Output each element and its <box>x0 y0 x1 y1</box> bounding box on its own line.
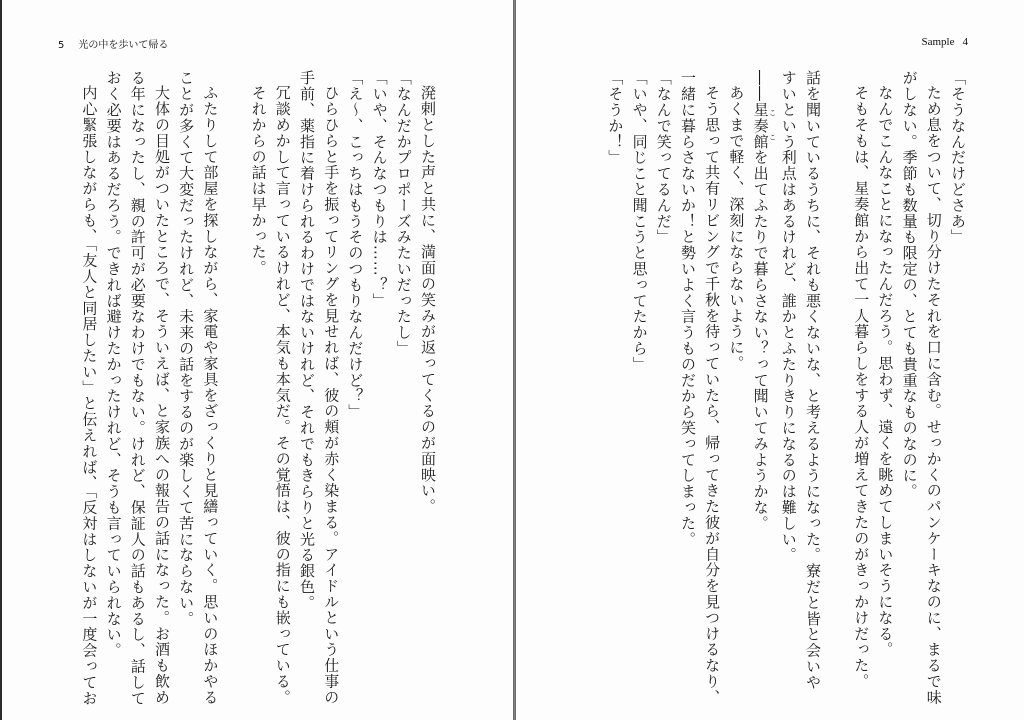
text-line: すいという利点はあるけれど、誰かとふたりきりになるのは難しい。 <box>779 70 798 563</box>
page-number: 5 <box>58 40 65 51</box>
text-line: 「いや、同じこと聞こうと思ってたから」 <box>630 70 649 373</box>
text-line: 内心緊張しながらも、「友人と同居したい」と伝えれば、「反対はしないが一度会ってお <box>80 85 99 706</box>
text-line-with-ruby <box>748 70 776 670</box>
text-line: 冗談めかして言っているけれど、本気も本気だ。その覚悟は、彼の指にも嵌っている。 <box>273 85 292 706</box>
running-title: 光の中を歩いて帰る <box>78 40 169 51</box>
text-line: 一緒に暮らさないか！と勢いよく言うものだから笑ってしまった。 <box>678 70 697 547</box>
line-remainder: を出てふたりで暮らさない？って聞いてみようかな。 <box>751 149 770 532</box>
right-page <box>516 0 1024 720</box>
ruby-annotation <box>751 101 777 150</box>
text-line: ことが多くて大変だったけれど、未来の話をするのが楽しくて苦にならない。 <box>177 70 196 627</box>
text-line: ふたりして部屋を探しながら、家電や家具をざっくりと見繕っていく。思いのほかやる <box>201 85 220 706</box>
text-line: 「なんだかプロポーズみたいだったし」 <box>394 70 413 357</box>
text-line: 大体の目処がついたところで、そういえば、と家族への報告の話になった。お酒も飲め <box>152 85 171 706</box>
text-line: おく必要はあるだろう。できれば避けたかったけれど、そうも言っていられない。 <box>104 70 123 659</box>
right-page-body <box>598 70 970 706</box>
text-line: 「そうか！」 <box>606 70 625 166</box>
text-line: 「え～、こっちはもうそのつもりなんだけど？」 <box>346 70 365 420</box>
left-page-header <box>58 36 168 51</box>
text-line: 「そうなんだけどさあ」 <box>949 70 967 245</box>
text-line: 「いや、そんなつもりは……？」 <box>370 70 389 309</box>
text-line: そもそもは、星奏館から出て一人暮らしをする人が増えてきたのがきっかけだった。 <box>852 85 871 690</box>
ruby-base: 星奏館 <box>751 101 770 150</box>
dash: ―― <box>751 70 770 102</box>
text-line: 「なんで笑ってるんだ」 <box>654 70 673 245</box>
text-line: ひらひらと手を振ってリングを見せれば、彼の頬が赤く染まる。アイドルという仕事の <box>322 85 341 706</box>
text-line: 話を聞いているうちに、それも悪くないな、と考えるようになった。寮だと皆と会いや <box>803 70 822 691</box>
text-line: 溌剌とした声と共に、満面の笑みが返ってくるのが面映い。 <box>419 85 437 515</box>
ruby-reading: ここ <box>768 101 777 150</box>
text-line: それからの話は早かった。 <box>249 85 268 276</box>
text-line: そう思って共有リビングで千秋を待っていたら、帰ってきた彼が自分を見つけるなり、 <box>703 85 722 706</box>
page-label: Sample <box>921 36 955 48</box>
text-line: がしない。季節も数量も限定の、とても貴重なものなのに。 <box>900 70 919 500</box>
page-number: 4 <box>962 36 968 48</box>
text-line: なんでこんなことになったんだろう。思わず、遠くを眺めてしまいそうになる。 <box>876 85 895 658</box>
text-line: 手前、薬指に着けられるわけではないけれど、それでもきらりと光る銀色。 <box>297 70 316 611</box>
left-page <box>2 0 513 720</box>
right-page-header <box>922 36 969 48</box>
text-line: ため息をついて、切り分けたそれを口に含む。せっかくのパンケーキなのに、まるで味 <box>924 85 943 706</box>
left-page-body <box>60 70 440 706</box>
text-line: あくまで軽く、深刻にならないように。 <box>727 85 746 372</box>
text-line: る年になったし、親の許可が必要なわけでもない。けれど、保証人の話もあるし、話して <box>128 70 147 706</box>
